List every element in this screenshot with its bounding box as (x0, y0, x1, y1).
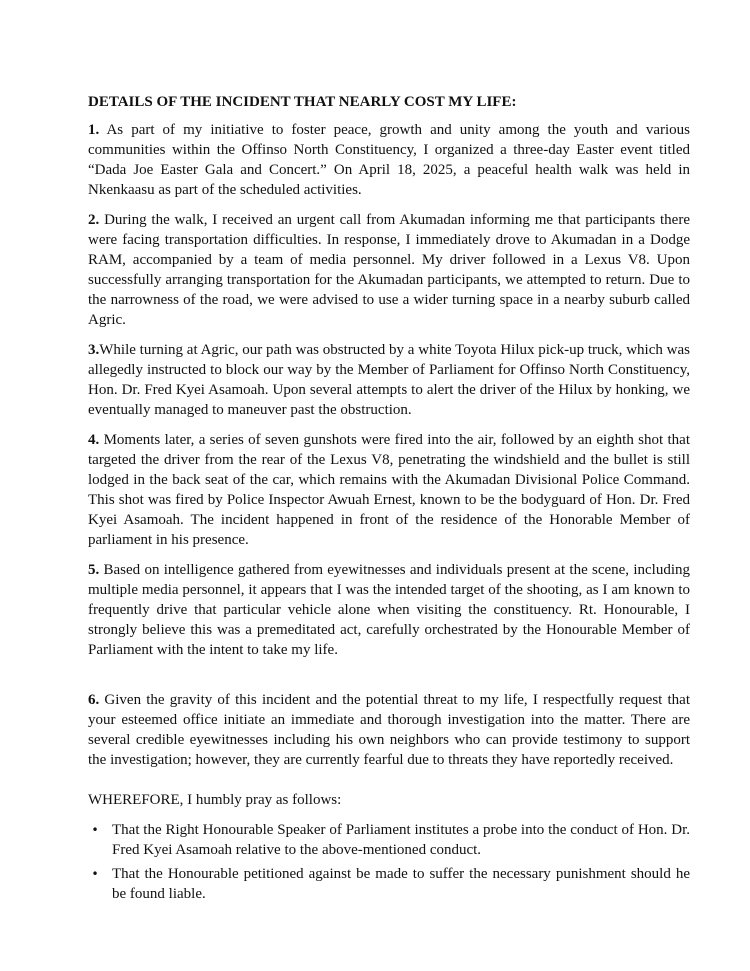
prayer-text: That the Honourable petitioned against be made to suffer the necessary punishment should he be found liable. (112, 866, 690, 902)
prayer-item (88, 820, 690, 860)
paragraph-text: Given the gravity of this incident and the potential threat to my life, I respectfully request that your esteemed office initiate an immediate and thorough investigation into the matter. There are several credible eyewitnesses including his own neighbors who can provide testimony to support the investigation; however, they are currently fearful due to threats they have reportedly received. (88, 692, 690, 768)
paragraph-number: 6. (88, 692, 100, 708)
paragraph-number: 4. (88, 432, 100, 448)
document-page (88, 92, 690, 908)
paragraph-4 (88, 430, 690, 550)
prayer-list (88, 820, 690, 904)
paragraph-number: 2. (88, 212, 100, 228)
paragraph-2 (88, 210, 690, 330)
wherefore-clause: WHEREFORE, I humbly pray as follows: (88, 792, 342, 808)
paragraph-text: Moments later, a series of seven gunshots were fired into the air, followed by an eighth shot that targeted the driver from the rear of the Lexus V8, penetrating the windshield and the bullet is still lodged in the back seat of the car, which remains with the Akumadan Divisional Police Command. This shot was fired by Police Inspector Awuah Ernest, known to be the bodyguard of Hon. Dr. Fred Kyei Asamoah. The incident happened in front of the residence of the Honorable Member of parliament in his presence. (88, 432, 690, 548)
paragraph-text: During the walk, I received an urgent call from Akumadan informing me that participants there were facing transportation difficulties. In response, I immediately drove to Akumadan in a Dodge RAM, accompanied by a team of media personnel. My driver followed in a Lexus V8. Upon successfully arranging transportation for the Akumadan participants, we attempted to return. Due to the narrowness of the road, we were advised to use a wider turning space in a nearby suburb called Agric. (88, 212, 690, 328)
paragraph-number: 5. (88, 562, 100, 578)
paragraph-6 (88, 690, 690, 770)
paragraph-number: 3. (88, 342, 100, 358)
spacer (88, 670, 690, 690)
paragraph-text: Based on intelligence gathered from eyewitnesses and individuals present at the scene, including multiple media personnel, it appears that I was the intended target of the shooting, as I am known to frequently drive that particular vehicle alone when visiting the constituency. Rt. Honourable, I strongly believe this was a premeditated act, carefully orchestrated by the Honourable Member of Parliament with the intent to take my life. (88, 562, 690, 658)
bullet-icon: • (91, 867, 99, 881)
bullet-icon: • (91, 823, 99, 837)
paragraph-text: As part of my initiative to foster peace, growth and unity among the youth and various communities within the Offinso North Constituency, I organized a three-day Easter event titled “Dada Joe Easter Gala and Concert.” On April 18, 2025, a peaceful health walk was held in Nkenkaasu as part of the scheduled activities. (88, 122, 690, 198)
paragraph-1 (88, 120, 690, 200)
paragraph-number: 1. (88, 122, 100, 138)
paragraph-3 (88, 340, 690, 420)
paragraph-text: While turning at Agric, our path was obstructed by a white Toyota Hilux pick-up truck, which was allegedly instructed to block our way by the Member of Parliament for Offinso North Constituency, Hon. Dr. Fred Kyei Asamoah. Upon several attempts to alert the driver of the Hilux by honking, we eventually managed to maneuver past the obstruction. (88, 342, 690, 418)
prayer-item (88, 864, 690, 904)
prayer-text: That the Right Honourable Speaker of Parliament institutes a probe into the conduct of Hon. Dr. Fred Kyei Asamoah relative to the above-mentioned conduct. (112, 822, 690, 858)
paragraph-5 (88, 560, 690, 660)
document-heading: DETAILS OF THE INCIDENT THAT NEARLY COST MY LIFE: (88, 94, 517, 110)
